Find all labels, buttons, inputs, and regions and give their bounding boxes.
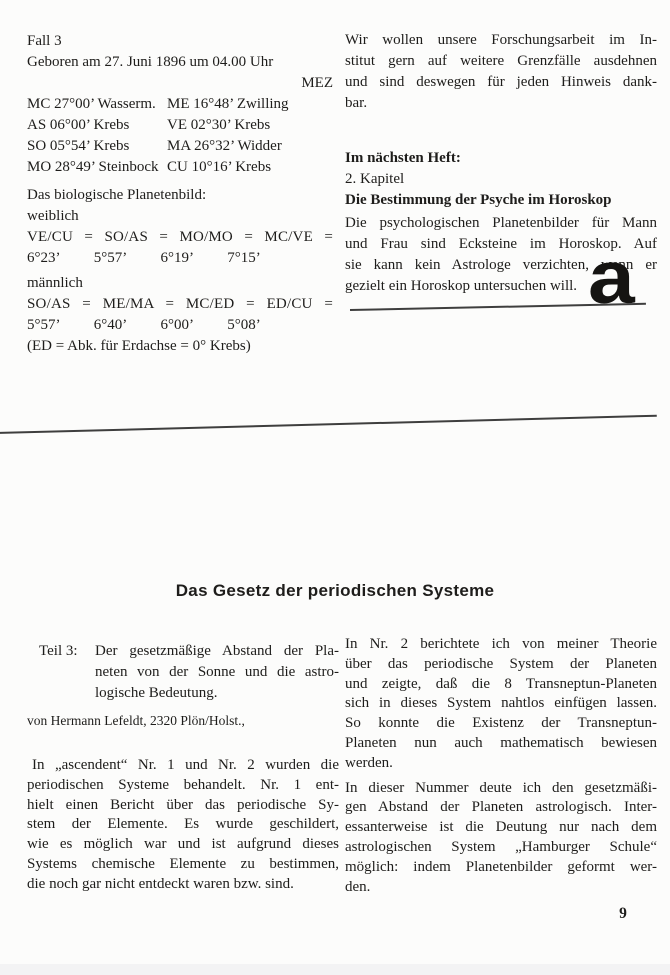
female-values — [27, 248, 333, 269]
value: 6°00’ — [160, 317, 194, 333]
value: 5°57’ — [93, 250, 128, 266]
value: 7°15’ — [227, 250, 261, 266]
paragraph-line: und sind deswegen für jeden Hinweis dank- — [345, 74, 657, 90]
paragraph-line: und Frau sind Ecksteine im Horoskop. Auf — [345, 236, 657, 252]
part-title — [95, 641, 339, 704]
position-cell: MA 26°32’ Widder — [167, 138, 282, 154]
position-cell: MO 28°49’ Steinbock — [27, 159, 159, 175]
male-label: männlich — [27, 275, 83, 291]
paragraph-line: möglich: indem Planetenbilder geformt wer- — [345, 858, 657, 875]
value: 5°08’ — [227, 317, 261, 333]
ed-note: (ED = Abk. für Erdachse = 0° Krebs) — [27, 338, 251, 354]
position-cell: ME 16°48’ Zwilling — [167, 96, 289, 112]
chapter-label: 2. Kapitel — [345, 171, 405, 187]
biological-planet-picture — [27, 185, 333, 357]
part-title-block — [27, 641, 339, 704]
chapter-title: Die Bestimmung der Psyche im Horoskop — [345, 192, 612, 208]
article-paragraph — [345, 635, 657, 774]
title-line: logische Bedeutung. — [95, 685, 218, 701]
paragraph-line: gezielt ein Horoskop untersuchen will. — [345, 278, 578, 294]
paragraph-line: den. — [345, 878, 371, 895]
female-label: weiblich — [27, 208, 79, 224]
position-cell: VE 02°30’ Krebs — [167, 117, 271, 133]
paragraph-line: über das periodische System der Planeten — [345, 655, 657, 672]
paragraph-line: stem der Elemente. Es wurde geschildert, — [27, 816, 339, 833]
paragraph-line: werden. — [345, 754, 393, 771]
paragraph-line: Systems chemische Elemente zu bestimmen, — [27, 855, 339, 872]
paragraph-line: Die psychologischen Planetenbilder für Mann — [345, 215, 657, 231]
part-label: Teil 3: — [39, 643, 78, 659]
case-data-block — [27, 31, 333, 357]
position-cell: SO 05°54’ Krebs — [27, 138, 130, 154]
next-issue-label: Im nächsten Heft: — [345, 150, 461, 166]
paragraph-line: wie es möglich war und ist aufgrund dieses — [27, 836, 339, 853]
female-formula: VE/CU = SO/AS = MO/MO = MC/VE = — [27, 229, 333, 245]
paragraph-line: astrologischen System „Hamburger Schule“ — [345, 838, 657, 855]
page-number: 9 — [619, 905, 627, 922]
value: 5°57’ — [27, 317, 61, 333]
value: 6°19’ — [160, 250, 194, 266]
institute-note — [345, 30, 657, 114]
divider-rule-long — [0, 415, 657, 434]
planet-position-table — [27, 94, 333, 178]
article-right-column — [345, 635, 657, 897]
value: 6°40’ — [93, 317, 128, 333]
birth-line: Geboren am 27. Juni 1896 um 04.00 Uhr — [27, 54, 274, 70]
article-paragraph — [345, 779, 657, 898]
position-cell: MC 27°00’ Wasserm. — [27, 96, 156, 112]
paragraph-line: periodischen Systeme behandelt. Nr. 1 ent- — [27, 776, 339, 793]
male-formula: SO/AS = ME/MA = MC/ED = ED/CU = — [27, 296, 333, 312]
male-values — [27, 315, 333, 336]
article-left-column — [27, 641, 339, 895]
bio-heading: Das biologische Planetenbild: — [27, 187, 207, 203]
paragraph-line: essanterweise ist die Deutung nur nach dem — [345, 819, 657, 836]
paragraph-line: bar. — [345, 95, 368, 111]
position-cell: AS 06°00’ Krebs — [27, 117, 130, 133]
magazine-a-logo: a — [588, 235, 635, 319]
paragraph-line: sich in dieses System nahtlos einfügen lassen. — [345, 695, 657, 712]
value: 6°23’ — [27, 250, 61, 266]
title-line: Der gesetzmäßige Abstand der Pla- — [95, 643, 339, 659]
paragraph-line: So konnte die Existenz der Transneptun- — [345, 715, 657, 732]
paragraph-line: gen Abstand der Planeten astrologisch. Inter- — [345, 799, 657, 816]
timezone-label: MEZ — [301, 75, 333, 91]
paragraph-line: hielt einen Bericht über das periodische Sy- — [27, 796, 339, 813]
title-line: neten von der Sonne und die astro- — [95, 664, 339, 680]
paragraph-line: sie kann kein Astrologe verzichten, wenn er — [345, 257, 657, 273]
article-paragraph — [27, 756, 339, 895]
paragraph-line: stitut gern auf weitere Grenzfälle ausdehnen — [345, 53, 657, 69]
paragraph-line: die noch gar nicht entdeckt waren bzw. sind. — [27, 875, 294, 892]
scan-edge-shadow — [0, 964, 670, 975]
article-heading: Das Gesetz der periodischen Systeme — [175, 581, 495, 600]
position-cell: CU 10°16’ Krebs — [167, 159, 272, 175]
paragraph-line: In Nr. 2 berichtete ich von meiner Theorie — [345, 636, 657, 652]
paragraph-line: In „ascendent“ Nr. 1 und Nr. 2 wurden die — [32, 757, 339, 773]
author-byline: von Hermann Lefeldt, 2320 Plön/Holst., — [27, 713, 245, 728]
paragraph-line: Planeten nun auch mathematisch bewiesen — [345, 734, 657, 751]
paragraph-line: In dieser Nummer deute ich den gesetzmäßi- — [345, 779, 657, 796]
paragraph-line: Wir wollen unsere Forschungsarbeit im In- — [345, 32, 657, 48]
paragraph-line: und zeigte, daß die 8 Transneptun-Planeten — [345, 675, 657, 692]
case-title: Fall 3 — [27, 33, 62, 49]
